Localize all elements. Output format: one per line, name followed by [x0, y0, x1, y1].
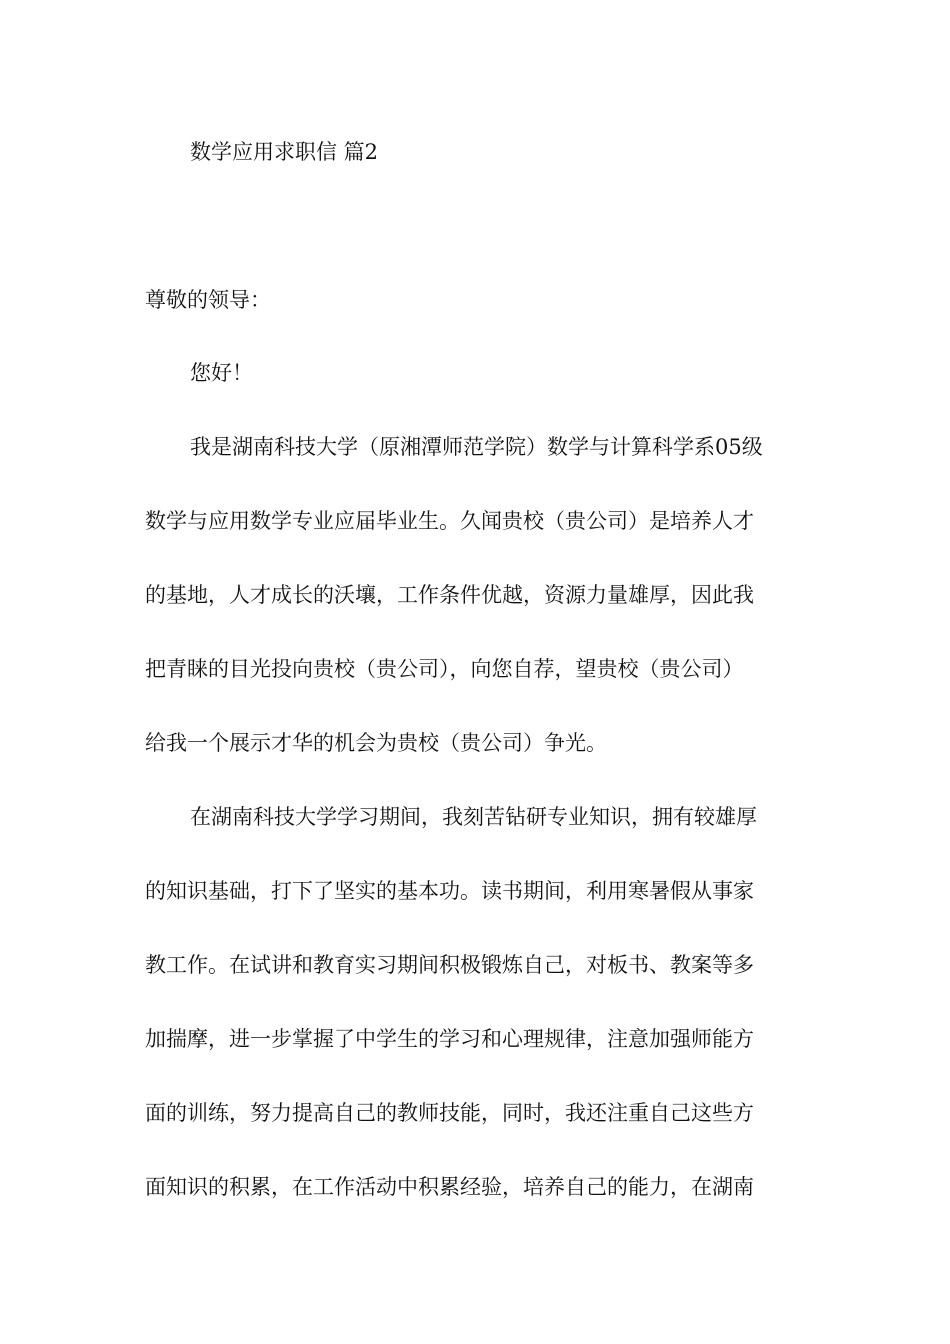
paragraph-line: 把青睐的目光投向贵校（贵公司），向您自荐，望贵校（贵公司）: [145, 657, 744, 681]
document-heading: 数学应用求职信 篇2: [190, 140, 379, 164]
salutation: 尊敬的领导：: [145, 288, 271, 312]
paragraph-line: 面的训练，努力提高自己的教师技能，同时，我还注重自己这些方: [145, 1101, 754, 1125]
paragraph-line: 的知识基础，打下了坚实的基本功。读书期间，利用寒暑假从事家: [145, 879, 754, 903]
paragraph-line: 教工作。在试讲和教育实习期间积极锻炼自己，对板书、教案等多: [145, 953, 754, 977]
paragraph-line: 在湖南科技大学学习期间，我刻苦钻研专业知识，拥有较雄厚: [190, 805, 757, 829]
paragraph-line: 给我一个展示才华的机会为贵校（贵公司）争光。: [145, 731, 607, 755]
greeting: 您好！: [190, 361, 253, 385]
paragraph-line: 面知识的积累，在工作活动中积累经验，培养自己的能力，在湖南: [145, 1175, 754, 1199]
paragraph-line: 的基地，人才成长的沃壤，工作条件优越，资源力量雄厚，因此我: [145, 583, 754, 607]
paragraph-line: 加揣摩，进一步掌握了中学生的学习和心理规律，注意加强师能方: [145, 1027, 754, 1051]
paragraph-line: 我是湖南科技大学（原湘潭师范学院）数学与计算科学系05级: [190, 435, 763, 459]
paragraph-line: 数学与应用数学专业应届毕业生。久闻贵校（贵公司）是培养人才: [145, 509, 754, 533]
